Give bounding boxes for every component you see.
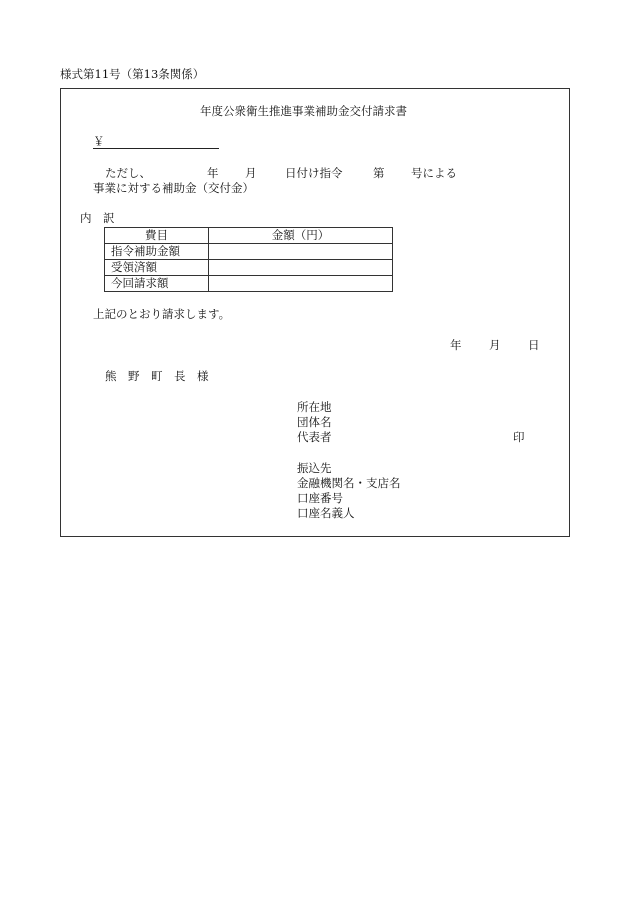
- date-day: 日: [528, 338, 540, 352]
- table-header-row: [105, 228, 393, 244]
- date-month: 月: [489, 338, 501, 352]
- amount-underline: [93, 148, 219, 149]
- proviso-day-ref: 日付け指令: [285, 166, 343, 180]
- proviso-tadashi: ただし、: [105, 166, 151, 180]
- seal-label: 印: [513, 430, 525, 444]
- proviso-dai: 第: [373, 166, 385, 180]
- proviso-month: 月: [245, 166, 257, 180]
- breakdown-label: 内 訳: [80, 211, 115, 225]
- row-item-label: 今回請求額: [105, 276, 209, 292]
- proviso-year: 年: [207, 166, 219, 180]
- header-item: 費目: [105, 228, 209, 244]
- applicant-representative-label: 代表者: [297, 430, 332, 444]
- row-amount-cell: [209, 260, 393, 276]
- row-amount-cell: [209, 276, 393, 292]
- row-item-label: 指令補助金額: [105, 244, 209, 260]
- breakdown-table: [104, 227, 393, 292]
- proviso-line2: 事業に対する補助金（交付金）: [93, 181, 254, 195]
- form-number: 様式第11号（第13条関係）: [60, 67, 205, 81]
- account-number-label: 口座番号: [297, 491, 343, 505]
- table-row: [105, 260, 393, 276]
- account-holder-label: 口座名義人: [297, 506, 355, 520]
- applicant-org-label: 団体名: [297, 415, 332, 429]
- form-title: 年度公衆衛生推進事業補助金交付請求書: [200, 104, 407, 118]
- row-item-label: 受領済額: [105, 260, 209, 276]
- addressee: 熊 野 町 長 様: [105, 369, 209, 383]
- request-text: 上記のとおり請求します。: [93, 307, 231, 321]
- proviso-gou: 号による: [411, 166, 457, 180]
- applicant-address-label: 所在地: [297, 400, 332, 414]
- bank-name-label: 金融機関名・支店名: [297, 476, 401, 490]
- table-row: [105, 276, 393, 292]
- yen-symbol: ￥: [93, 134, 105, 148]
- date-year: 年: [450, 338, 462, 352]
- header-amount: 金額（円）: [209, 228, 393, 244]
- table-row: [105, 244, 393, 260]
- transfer-label: 振込先: [297, 461, 332, 475]
- row-amount-cell: [209, 244, 393, 260]
